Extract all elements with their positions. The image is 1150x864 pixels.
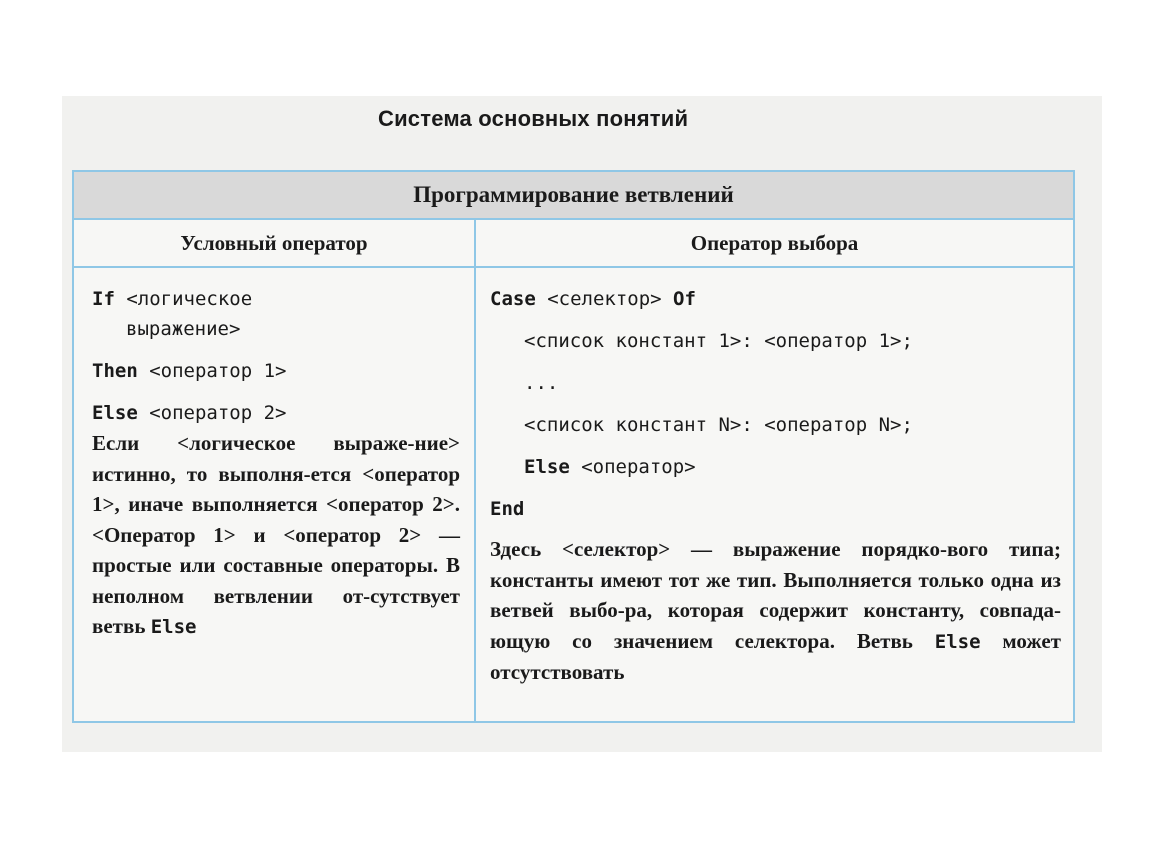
conditional-description bbox=[92, 428, 460, 643]
table-title: Программирование ветвлений bbox=[413, 182, 734, 207]
if-line bbox=[92, 284, 460, 314]
else-operator: <оператор 2> bbox=[137, 402, 287, 424]
case-else-line bbox=[490, 452, 1061, 482]
concepts-table bbox=[72, 170, 1075, 723]
case-else-keyword: Else bbox=[524, 456, 570, 478]
case-keyword: Case bbox=[490, 288, 536, 310]
column-header-case: Оператор выбора bbox=[476, 220, 1073, 268]
case-operator-cell bbox=[476, 268, 1073, 688]
case-branch-1: <список констант 1>: <оператор 1>; bbox=[524, 330, 913, 352]
end-line bbox=[490, 494, 1061, 524]
if-condition: <логическое bbox=[114, 288, 253, 310]
case-ellipsis: ... bbox=[524, 372, 559, 394]
then-operator: <оператор 1> bbox=[137, 360, 287, 382]
if-condition-continued: выражение> bbox=[126, 318, 241, 340]
if-keyword: If bbox=[92, 288, 115, 310]
column-header-conditional: Условный оператор bbox=[74, 220, 476, 268]
of-keyword: Of bbox=[673, 288, 696, 310]
end-keyword: End bbox=[490, 498, 525, 520]
conditional-description-text: Если <логическое выраже-ние> истинно, то выполня-ется <оператор 1>, иначе выполняется <оператор 2>. <Оператор 1> и <оператор 2> — простые или составные операторы. В неполном ветвлении от-сутствует ветвь bbox=[92, 431, 460, 638]
then-line bbox=[92, 356, 460, 386]
section-title: Система основных понятий bbox=[378, 106, 689, 131]
else-line bbox=[92, 398, 460, 428]
then-keyword: Then bbox=[92, 360, 138, 382]
case-description-tail: может отсутствовать bbox=[490, 628, 1061, 684]
conditional-description-keyword: Else bbox=[150, 616, 197, 638]
case-description bbox=[490, 534, 1061, 688]
conditional-operator-cell bbox=[74, 268, 474, 643]
case-selector: <селектор> bbox=[535, 288, 674, 310]
case-description-keyword: Else bbox=[934, 630, 981, 653]
case-else-operator: <оператор> bbox=[569, 456, 696, 478]
else-keyword: Else bbox=[92, 402, 138, 424]
case-description-text: Здесь <селектор> — выражение порядко-вого типа; константы имеют тот же тип. Выполняется только одна из ветвей выбо-ра, которая содержит константу, совпада-ющую со значением селектора. Ветвь bbox=[490, 537, 1061, 653]
case-line bbox=[490, 284, 1061, 314]
case-branch-n: <список констант N>: <оператор N>; bbox=[524, 414, 913, 436]
table-header bbox=[74, 172, 1073, 220]
